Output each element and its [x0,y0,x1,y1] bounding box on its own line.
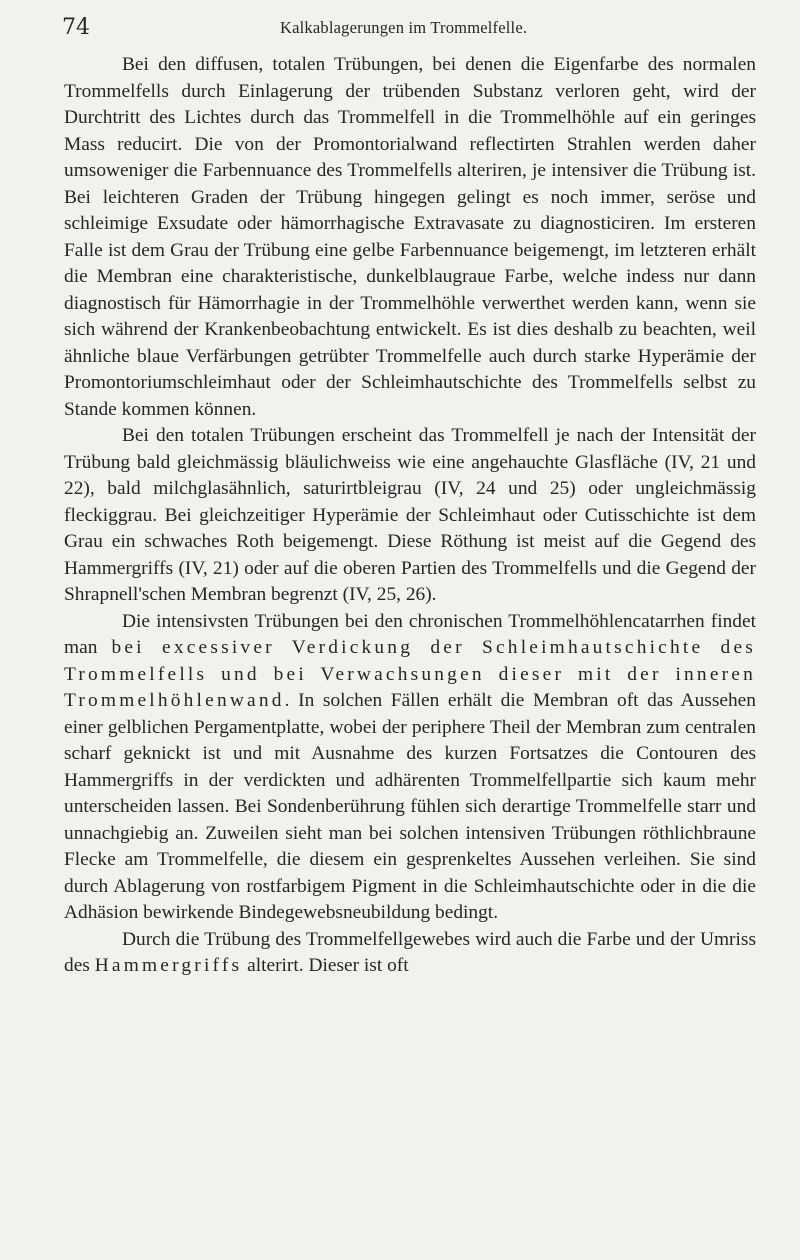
paragraph-3-emphasis: bei excessiver Verdickung der Schleimhautschichte des Trommelfells und bei Verwachsungen dieser mit der inneren Trommelhöhlenwand [64,637,757,711]
paragraph-2: Bei den totalen Trübungen erscheint das Trommelfell je nach der Intensität der Trübung bald gleichmässig bläulichweiss wie eine angehauchte Glasfläche (IV, 21 und 22), bald milchglasähnlich, saturirtbleigrau (IV, 24 und 25) oder ungleichmässig fleckiggrau. Bei gleichzeitiger Hyperämie der Schleimhaut oder Cutisschichte ist dem Grau ein schwaches Roth beigemengt. Diese Röthung ist meist auf die Gegend des Hammergriffs (IV, 21) oder auf die oberen Partien des Trommelfells und die Gegend der Shrapnell'schen Membran begrenzt (IV, 25, 26). [64,425,756,605]
paragraph-3 [64,609,756,927]
paragraph-3-text-cont: . In solchen Fällen erhält die Membran oft das Aussehen einer gelblichen Pergamentplatte, wobei der periphere Theil der Membran zum centralen scharf geknickt ist und mit Ausnahme des kurzen Fortsatzes die Contouren des Hammergriffs in der verdickten und adhärenten Trommelfellpartie sich kaum mehr unterscheiden lassen. Bei Sondenberührung fühlen sich derartige Trommelfelle starr und unnachgiebig an. Zuweilen sieht man bei solchen intensiven Trübungen röthlichbraune Flecke am Trommelfelle, die diesem ein gesprenkeltes Aussehen verleihen. Sie sind durch Ablagerung von rostfarbigem Pigment in die Schleimhautschichte oder in die die Adhäsion bewirkende Bindegewebsneubildung bedingt. [64,690,756,923]
paragraph-3-text: Die intensivsten Trübungen bei den chronischen Trommelhöhlencatarrhen findet man [64,610,756,658]
paragraph-4-text-cont: alterirt. Dieser ist oft [242,955,409,976]
paragraph-4-emphasis: Hammergriffs [94,955,243,976]
running-header [62,10,762,46]
paragraph-4-text: Durch die Trübung des Trommelfellgewebes wird auch die Farbe und der Umriss des [64,928,756,976]
paragraph-1: Bei den diffusen, totalen Trübungen, bei denen die Eigenfarbe des normalen Trommelfells durch Einlagerung der trübenden Substanz verloren geht, wird der Durchtritt des Lichtes durch das Trommelfell in die Trommelhöhle auf ein geringes Mass reducirt. Die von der Promontorialwand reflectirten Strahlen werden daher umsoweniger die Farbennuance des Trommelfells alteriren, je intensiver die Trübung ist. Bei leichteren Graden der Trübung hingegen gelingt es noch immer, seröse und schleimige Exsudate oder hämorrhagische Extravasate zu diagnosticiren. Im ersteren Falle ist dem Grau der Trübung eine gelbe Farbennuance beigemengt, im letzteren erhält die Membran eine charakteristische, dunkelblaugraue Farbe, welche indess nur dann diagnostisch für Hämorrhagie in der Trommelhöhle verwerthet werden kann, wenn sie sich während der Krankenbeobachtung entwickelt. Es ist dies deshalb zu beachten, weil ähnliche blaue Verfärbungen getrübter Trommelfelle auch durch starke Hyperämie der Promontoriumschleimhaut oder der Schleimhautschichte des Trommelfells selbst zu Stande kommen können. [64,54,756,420]
paragraph-4 [64,927,756,980]
running-title: Kalkablagerungen im Trommelfelle. [280,18,528,37]
page-number: 74 [62,15,90,40]
body-text [64,52,756,980]
